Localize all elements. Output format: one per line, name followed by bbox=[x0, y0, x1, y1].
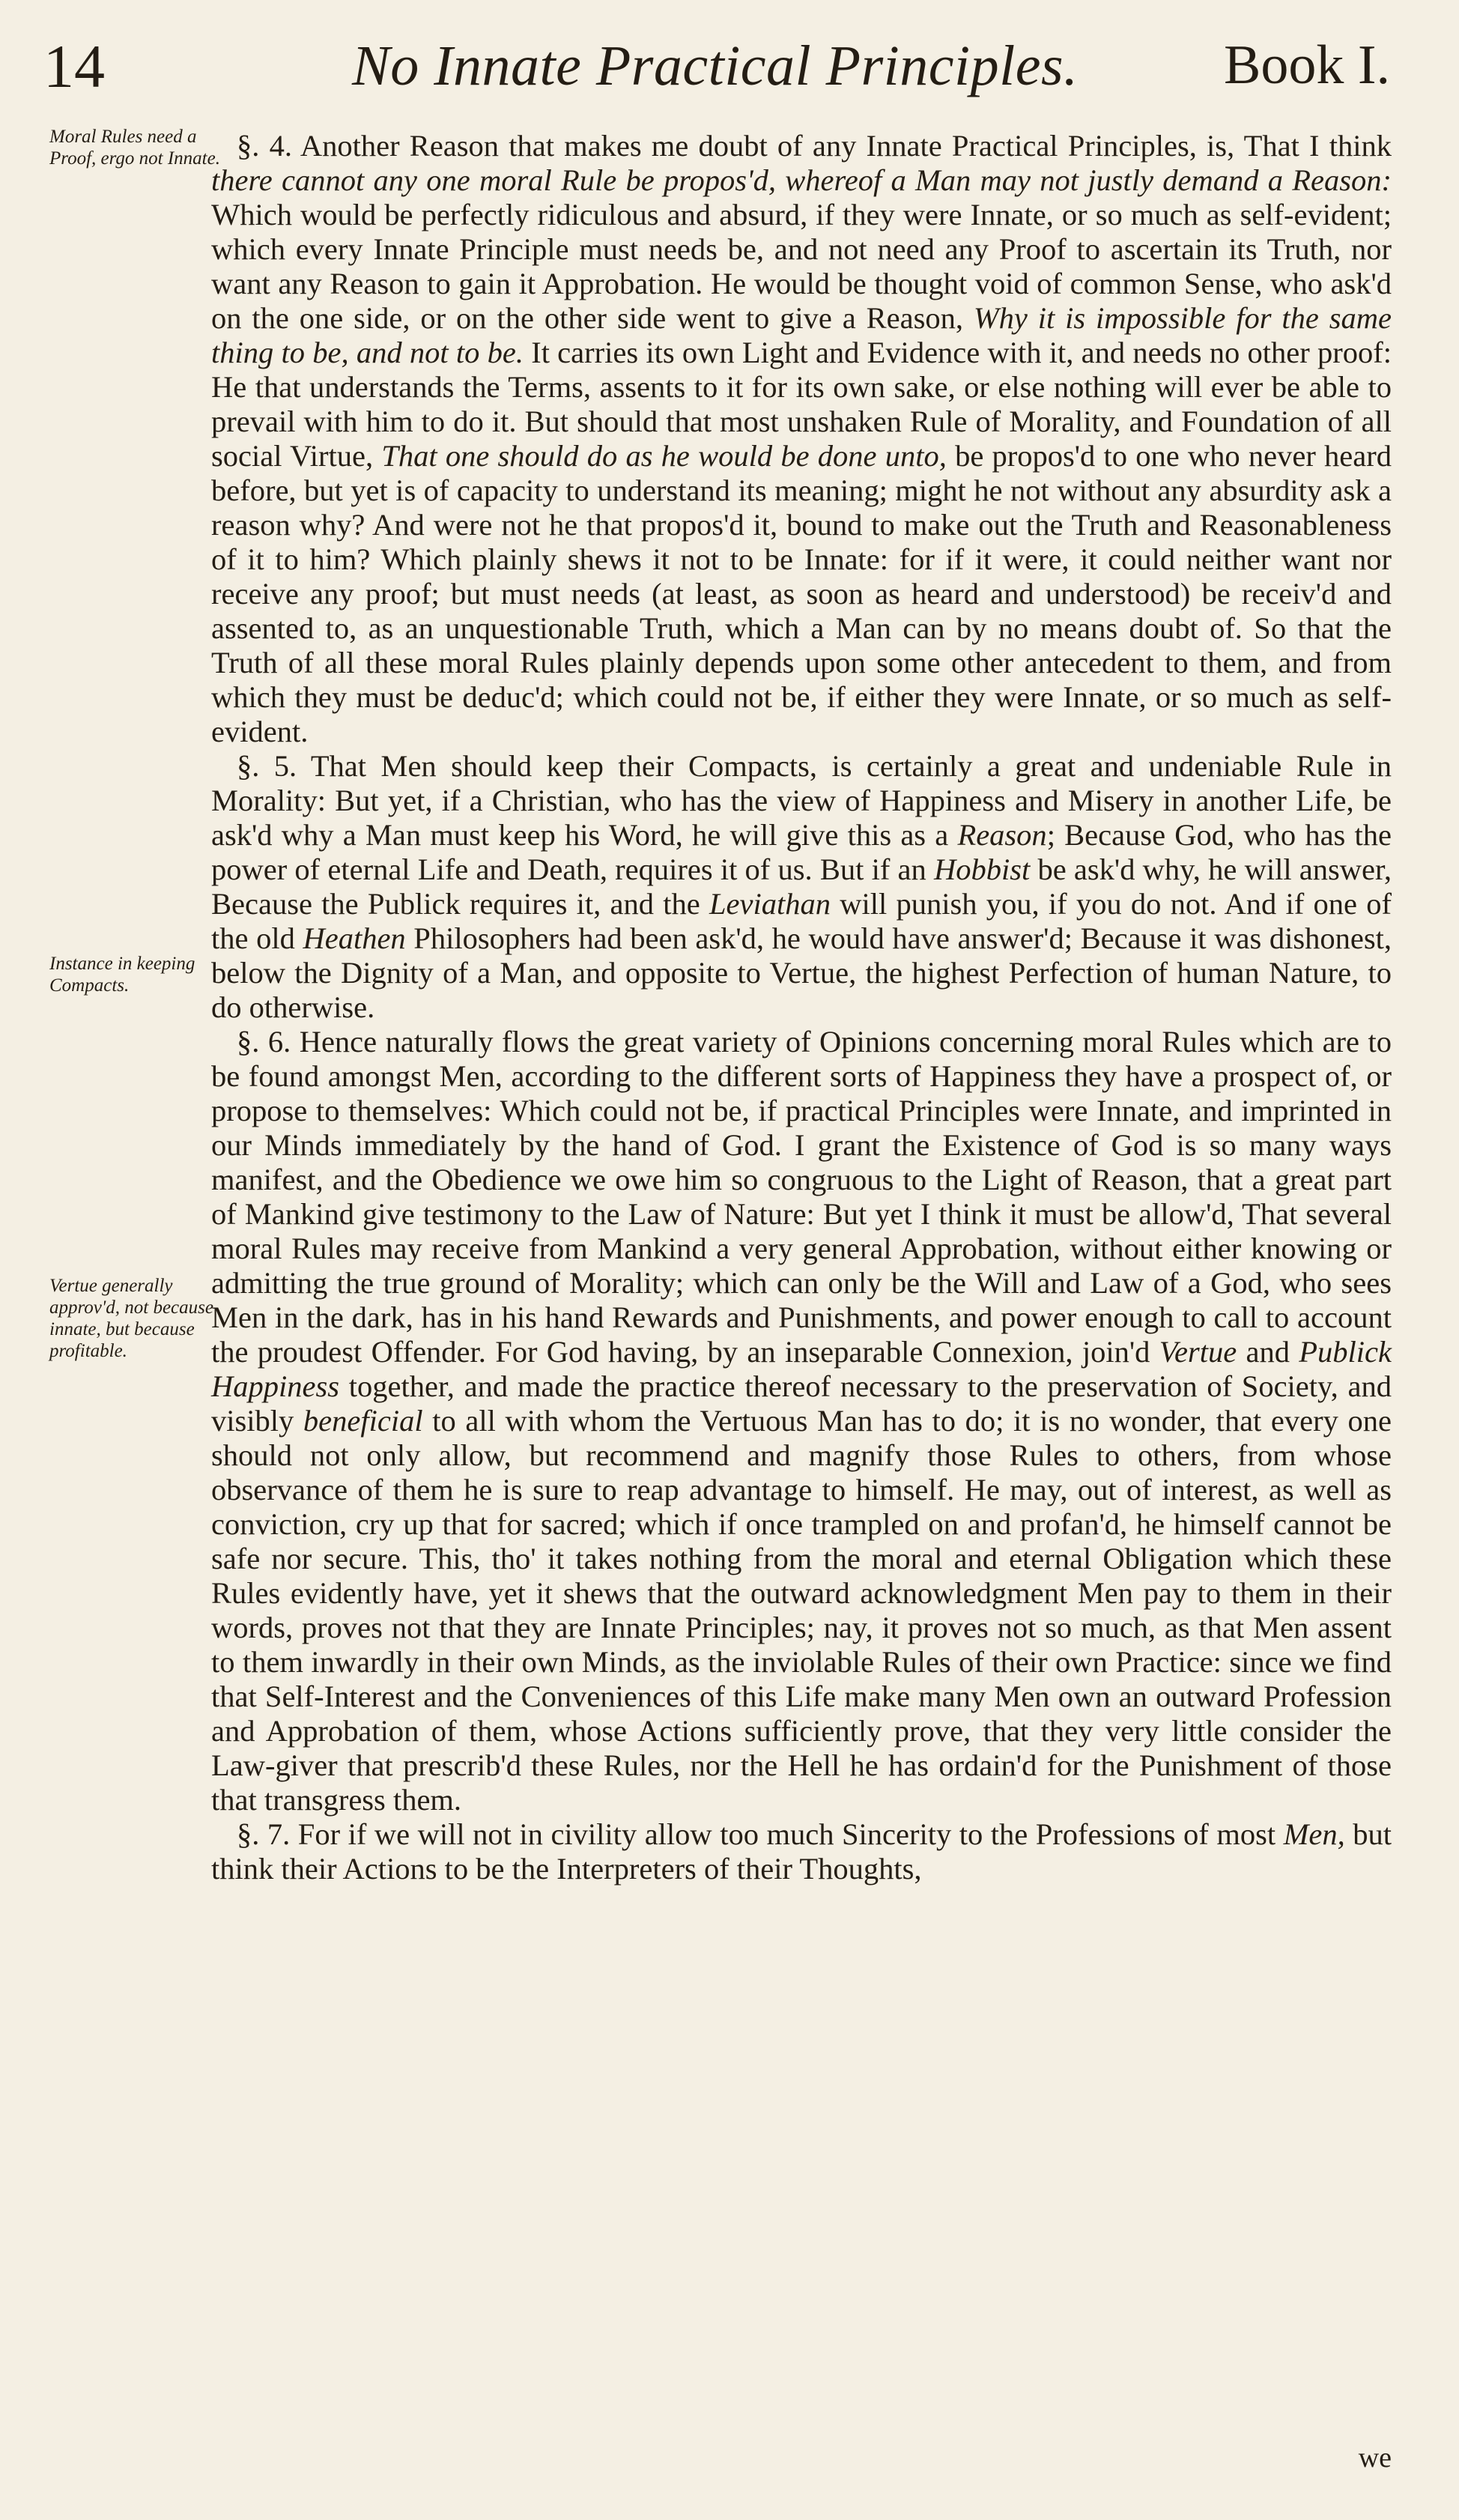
sidenote-vertue: Vertue generally approv'd, not because innate, but because profitable. bbox=[49, 1276, 213, 1361]
italic-phrase: Hobbist bbox=[934, 852, 1031, 886]
text-run: It carries its own Light and Evidence with it, and needs no other proof: He that understands the Terms, assents to it for its own sake, or else nothing will ever be able to prevail with him to do it. But should that most unshaken Rule of Morality, and Foundation of all social Virtue, bbox=[211, 336, 1392, 473]
italic-phrase: there cannot any one moral Rule be propos'd, whereof a Man may not justly demand a Reason: bbox=[211, 163, 1392, 197]
text-run: §. 7. For if we will not in civility allow too much Sincerity to the Professions of most bbox=[237, 1817, 1284, 1851]
text-run: §. 5. That Men should keep their Compacts, is certainly a great and undeniable Rule in Morality: But yet, if a Christian, who has the view of Happiness and Misery in another Life, be ask'd why a Man must keep his Word, he will give this as a bbox=[211, 749, 1392, 852]
body-text bbox=[211, 129, 1392, 1886]
text-run: together, and made the practice thereof necessary to the preservation of Society, and visibly bbox=[211, 1369, 1392, 1438]
page-header bbox=[0, 30, 1459, 112]
text-run: but think their Actions to be the Interpreters of their Thoughts, bbox=[211, 1817, 1392, 1886]
sidenote-compacts: Instance in keeping Compacts. bbox=[49, 954, 195, 996]
paragraph-section-4 bbox=[211, 129, 1392, 749]
text-run: be ask'd why, he will answer, Because the Publick requires it, and the bbox=[211, 852, 1392, 921]
italic-phrase: beneficial bbox=[303, 1404, 423, 1438]
sidenote-moral-rules: Moral Rules need a Proof, ergo not Innate. bbox=[49, 127, 220, 169]
italic-phrase: Why it is impossible for the same thing to be, and not to be. bbox=[211, 301, 1392, 369]
catchword: we bbox=[1358, 2442, 1392, 2474]
book-label: Book I. bbox=[1224, 34, 1390, 96]
italic-phrase: Leviathan bbox=[709, 887, 831, 921]
text-run: to all with whom the Vertuous Man has to do; it is no wonder, that every one should not only allow, but recommend and magnify those Rules to others, from whose observance of them he is sure to reap advantage to himself. He may, out of interest, as well as conviction, cry up that for sacred; which if once trampled on and profan'd, he himself cannot be safe nor secure. This, tho' it takes nothing from the moral and eternal Obligation which these Rules evidently have, yet it shews that the outward acknowledgment Men pay to them in their words, proves not that they are Innate Principles; nay, it proves not so much, as that Men assent to them inwardly in their own Minds, as the inviolable Rules of their own Practice: since we find that Self-Interest and the Conveniences of this Life make many Men own an outward Profession and Approbation of them, whose Actions sufficiently prove, that they very little consider the Law-giver that prescrib'd these Rules, nor the Hell he has ordain'd for the Punishment of those that transgress them. bbox=[211, 1404, 1392, 1817]
text-run: §. 4. Another Reason that makes me doubt of any Innate Practical Principles, is, That I think bbox=[237, 129, 1392, 163]
italic-phrase: Reason bbox=[957, 818, 1047, 852]
paragraph-section-5 bbox=[211, 749, 1392, 1025]
text-run: will punish you, if you do not. And if one of the old bbox=[211, 887, 1392, 955]
italic-phrase: That one should do as he would be done unto, bbox=[381, 439, 947, 473]
italic-phrase: Heathen bbox=[303, 921, 406, 955]
text-run: Which would be perfectly ridiculous and absurd, if they were Innate, or so much as self-evident; which every Innate Principle must needs be, and not need any Proof to ascertain its Truth, nor want any Reason to gain it Approbation. He would be thought void of common Sense, who ask'd on the one side, or on the other side went to give a Reason, bbox=[211, 198, 1392, 335]
text-run: §. 6. Hence naturally flows the great variety of Opinions concerning moral Rules which are to be found amongst Men, according to the different sorts of Happiness they have a prospect of, or propose to themselves: Which could not be, if practical Principles were Innate, and imprinted in our Minds immediately by the hand of God. I grant the Existence of God is so many ways manifest, and the Obedience we owe him so congruous to the Light of Reason, that a great part of Mankind give testimony to the Law of Nature: But yet I think it must be allow'd, That several moral Rules may receive from Mankind a very general Approbation, without either knowing or admitting the true ground of Morality; which can only be the Will and Law of a God, who sees Men in the dark, has in his hand Rewards and Punishments, and power enough to call to account the proudest Offender. For God having, by an inseparable Connexion, join'd bbox=[211, 1025, 1392, 1369]
page-number: 14 bbox=[43, 32, 105, 100]
paragraph-section-7 bbox=[211, 1817, 1392, 1886]
italic-phrase: Men, bbox=[1283, 1817, 1345, 1851]
text-run: Philosophers had been ask'd, he would have answer'd; Because it was dishonest, below the Dignity of a Man, and opposite to Vertue, the highest Perfection of human Nature, to do otherwise. bbox=[211, 921, 1392, 1024]
text-run: ; Because God, who has the power of eternal Life and Death, requires it of us. But if an bbox=[211, 818, 1392, 886]
paragraph-section-6 bbox=[211, 1025, 1392, 1817]
text-run: be propos'd to one who never heard before, but yet is of capacity to understand its meaning; might he not without any absurdity ask a reason why? And were not he that propos'd it, bound to make out the Truth and Reasonableness of it to him? Which plainly shews it not to be Innate: for if it were, it could neither want nor receive any proof; but must needs (at least, as soon as heard and understood) be receiv'd and assented to, as an unquestionable Truth, which a Man can by no means doubt of. So that the Truth of all these moral Rules plainly depends upon some other antecedent to them, and from which they must be deduc'd; which could not be, if either they were Innate, or so much as self-evident. bbox=[211, 439, 1392, 748]
italic-phrase: Publick Happiness bbox=[211, 1335, 1392, 1403]
italic-phrase: Vertue bbox=[1159, 1335, 1237, 1369]
text-run: and bbox=[1237, 1335, 1299, 1369]
running-title: No Innate Practical Principles. bbox=[352, 34, 1079, 97]
